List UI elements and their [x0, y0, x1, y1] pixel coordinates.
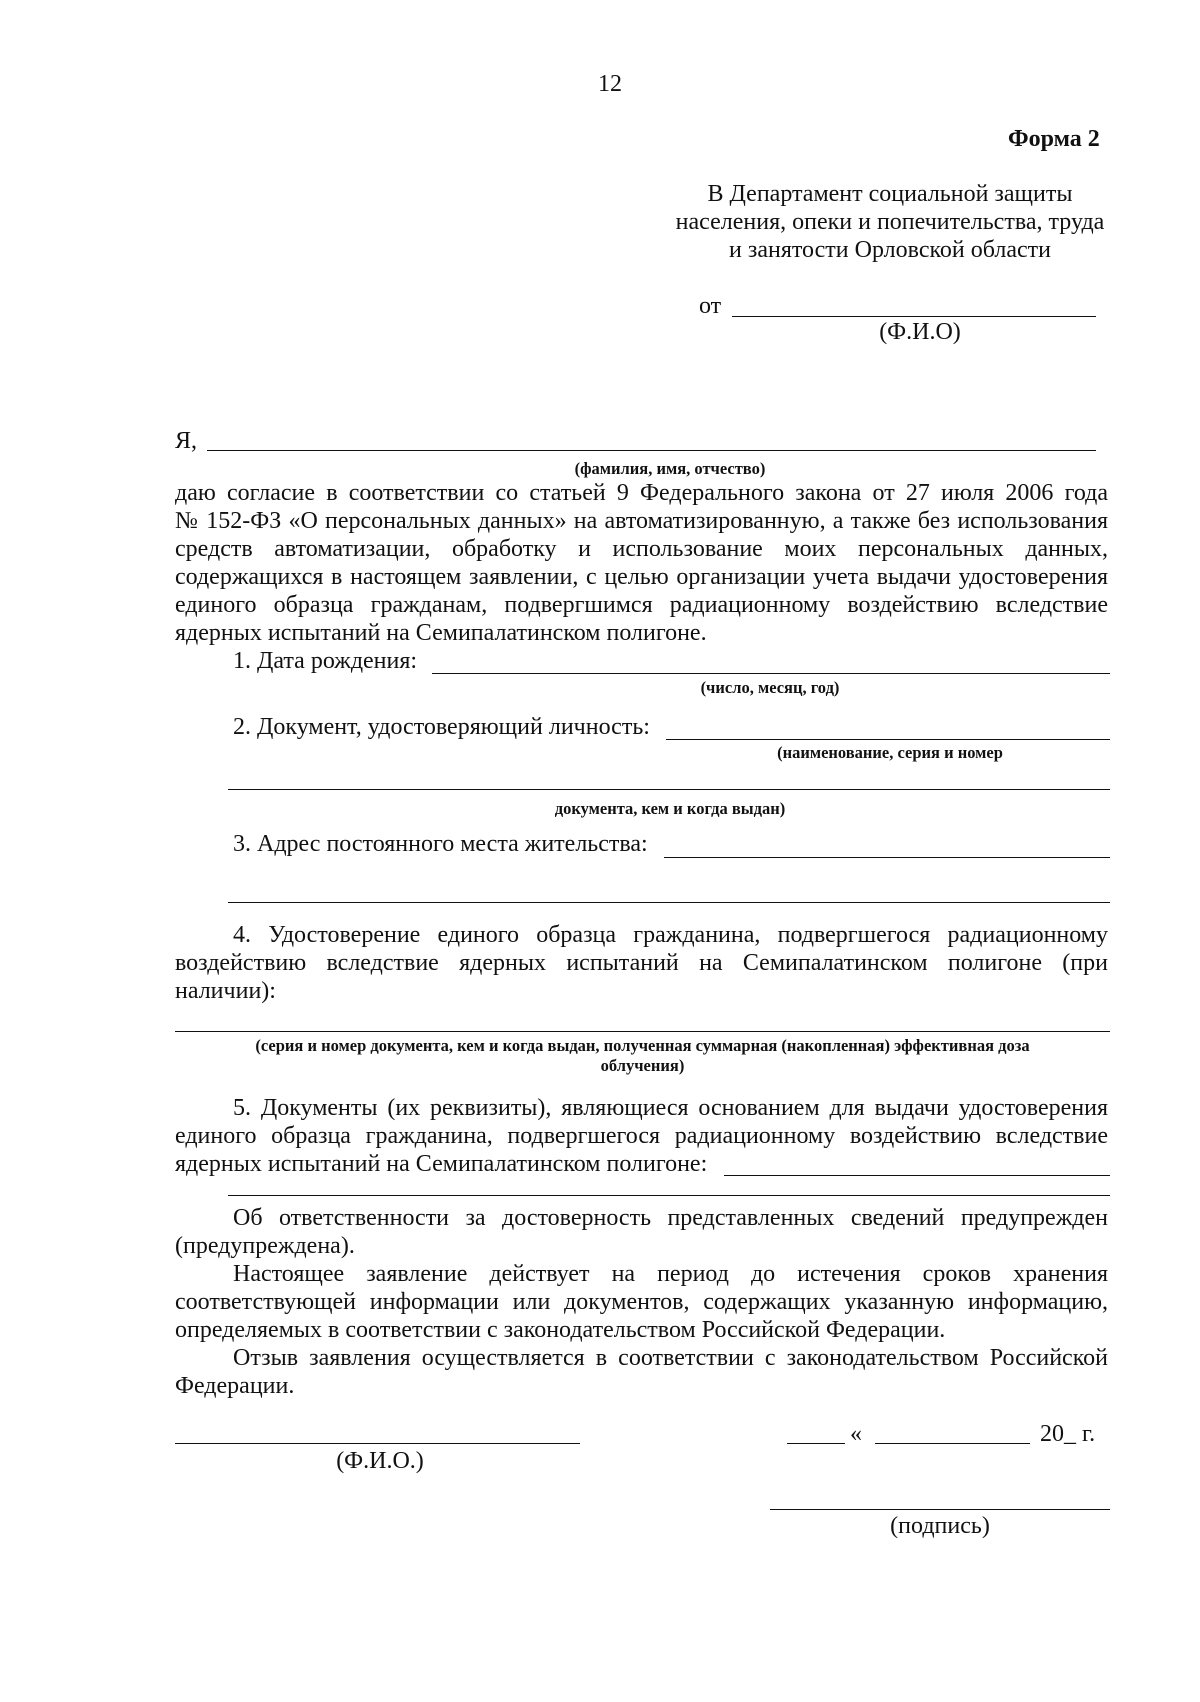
birth-date-caption: (число, месяц, год) — [700, 678, 840, 697]
responsibility-line-1: Об ответственности за достоверность представленных сведений предупрежден — [233, 1205, 1108, 1231]
form-label: Форма 2 — [1008, 126, 1100, 152]
documents-line-3: ядерных испытаний на Семипалатинском полигоне: — [175, 1151, 708, 1177]
birth-date-label: 1. Дата рождения: — [233, 648, 418, 674]
revocation-line-1: Отзыв заявления осуществляется в соответствии с законодательством Российской — [233, 1345, 1108, 1371]
date-day-field[interactable] — [787, 1443, 845, 1444]
page-number: 12 — [598, 71, 622, 97]
address-label: 3. Адрес постоянного места жительства: — [233, 831, 648, 857]
birth-date-field[interactable] — [432, 673, 1110, 674]
fio-signature-field[interactable] — [175, 1443, 580, 1444]
documents-line-2: единого образца гражданина, подвергшегося радиационному воздействию вследствие — [175, 1123, 1108, 1149]
documents-field[interactable] — [724, 1175, 1110, 1176]
certificate-line-3: наличии): — [175, 978, 276, 1004]
responsibility-line-2: (предупреждена). — [175, 1233, 355, 1259]
date-month-field[interactable] — [875, 1443, 1030, 1444]
id-doc-field[interactable] — [666, 739, 1110, 740]
consent-line-5: единого образца гражданам, подвергшимся радиационному воздействию вследствие — [175, 592, 1108, 618]
addressee-line-3: и занятости Орловской области — [729, 237, 1051, 263]
addressee-line-1: В Департамент социальной защиты — [707, 181, 1073, 207]
address-field-2[interactable] — [228, 902, 1110, 903]
signature-field[interactable] — [770, 1509, 1110, 1510]
revocation-line-2: Федерации. — [175, 1373, 295, 1399]
full-name-field[interactable] — [207, 450, 1096, 451]
from-fio-field[interactable] — [732, 316, 1096, 317]
certificate-line-1: 4. Удостоверение единого образца гражданина, подвергшегося радиационному — [233, 922, 1108, 948]
id-doc-label: 2. Документ, удостоверяющий личность: — [233, 714, 650, 740]
consent-line-1: даю согласие в соответствии со статьей 9 Федерального закона от 27 июля 2006 года — [175, 480, 1108, 506]
validity-line-3: определяемых в соответствии с законодательством Российской Федерации. — [175, 1317, 946, 1343]
documents-field-2[interactable] — [228, 1195, 1110, 1196]
consent-line-2: № 152-ФЗ «О персональных данных» на автоматизированную, а также без использования — [175, 508, 1108, 534]
documents-line-1: 5. Документы (их реквизиты), являющиеся основанием для выдачи удостоверения — [233, 1095, 1108, 1121]
signature-caption: (подпись) — [890, 1513, 990, 1539]
certificate-line-2: воздействию вследствие ядерных испытаний на Семипалатинском полигоне (при — [175, 950, 1108, 976]
consent-line-6: ядерных испытаний на Семипалатинском полигоне. — [175, 620, 707, 646]
id-doc-caption-1: (наименование, серия и номер — [777, 743, 1003, 762]
certificate-caption-1: (серия и номер документа, кем и когда выдан, полученная суммарная (накопленная) эффективная доза — [255, 1036, 1030, 1055]
validity-line-2: соответствующей информации или документов, содержащих указанную информацию, — [175, 1289, 1108, 1315]
certificate-caption-2: облучения) — [600, 1056, 685, 1075]
i-label: Я, — [175, 428, 198, 454]
certificate-field[interactable] — [175, 1031, 1110, 1032]
id-doc-caption-2: документа, кем и когда выдан) — [554, 799, 786, 818]
fio-signature-caption: (Ф.И.О.) — [336, 1448, 424, 1474]
address-field[interactable] — [664, 857, 1110, 858]
consent-line-3: средств автоматизации, обработку и использование моих персональных данных, — [175, 536, 1108, 562]
from-label: от — [699, 293, 722, 319]
addressee-line-2: населения, опеки и попечительства, труда — [675, 209, 1105, 235]
consent-line-4: содержащихся в настоящем заявлении, с целью организации учета выдачи удостоверения — [175, 564, 1108, 590]
full-name-caption: (фамилия, имя, отчество) — [574, 459, 766, 478]
id-doc-field-2[interactable] — [228, 789, 1110, 790]
date-year: 20_ г. — [1040, 1421, 1096, 1447]
validity-line-1: Настоящее заявление действует на период до истечения сроков хранения — [233, 1261, 1108, 1287]
date-quote: « — [850, 1421, 862, 1447]
from-fio-caption: (Ф.И.О) — [879, 319, 961, 345]
